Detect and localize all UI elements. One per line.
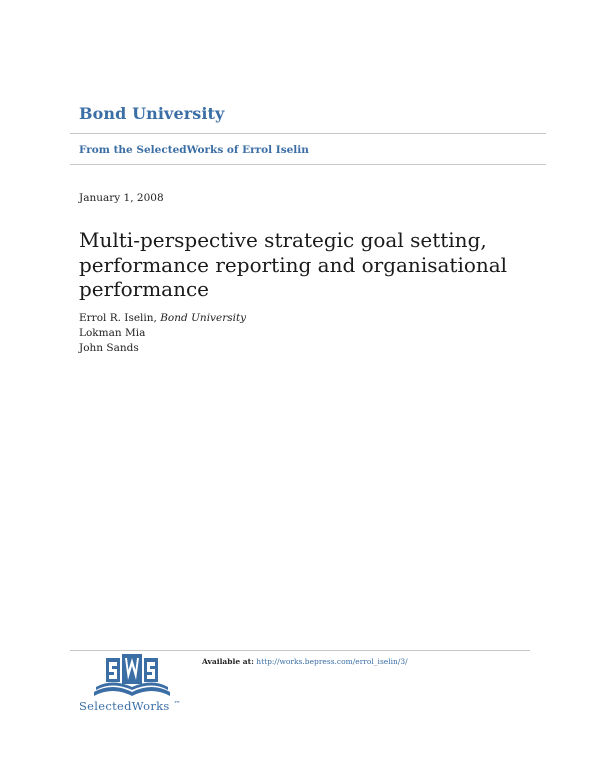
trademark-mark: ™ bbox=[173, 700, 181, 708]
available-label: Available at: bbox=[202, 657, 254, 666]
series-link[interactable]: From the SelectedWorks of Errol Iselin bbox=[79, 144, 309, 156]
availability-line bbox=[202, 657, 408, 666]
paper-title: Multi-perspective strategic goal setting, performance reporting and organisational performance bbox=[79, 228, 508, 301]
publication-date: January 1, 2008 bbox=[79, 192, 164, 204]
header-divider-top bbox=[70, 133, 546, 134]
institution-name[interactable]: Bond University bbox=[79, 104, 225, 123]
author-name: Errol R. Iselin, bbox=[79, 312, 157, 324]
available-url-link[interactable]: http://works.bepress.com/errol_iselin/3/ bbox=[256, 657, 408, 666]
author-3: John Sands bbox=[79, 342, 139, 354]
header-divider-bottom bbox=[70, 164, 546, 165]
author-2: Lokman Mia bbox=[79, 327, 146, 339]
selectedworks-book-logo-icon bbox=[92, 652, 172, 700]
footer-divider bbox=[70, 650, 530, 651]
author-list bbox=[79, 311, 246, 356]
author-affiliation: Bond University bbox=[160, 312, 247, 324]
author-1 bbox=[79, 311, 246, 326]
selectedworks-logo-text: SelectedWorks ™ bbox=[79, 699, 181, 713]
